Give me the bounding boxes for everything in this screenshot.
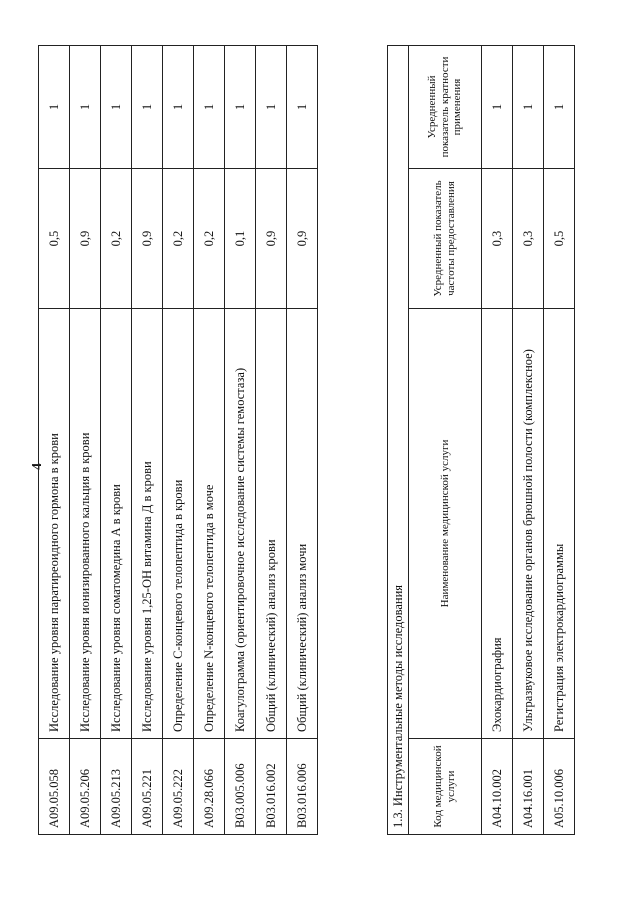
header-row	[409, 46, 482, 835]
service-code: A09.05.213	[101, 739, 132, 835]
service-code: A05.10.006	[544, 739, 575, 835]
table-row	[132, 46, 163, 835]
instrumental-methods-table	[387, 45, 575, 835]
multiplicity-value: 1	[256, 46, 287, 169]
service-code: B03.016.002	[256, 739, 287, 835]
section-title-row	[388, 46, 409, 835]
service-name: Исследование уровня соматомедина А в крови	[101, 309, 132, 739]
service-code: B03.005.006	[225, 739, 256, 835]
header-code: Код медицинской услуги	[409, 739, 482, 835]
table-row	[482, 46, 513, 835]
frequency-value: 0,2	[163, 169, 194, 309]
multiplicity-value: 1	[39, 46, 70, 169]
multiplicity-value: 1	[132, 46, 163, 169]
service-code: A09.05.206	[70, 739, 101, 835]
service-name: Коагулограмма (ориентировочное исследование системы гемостаза)	[225, 309, 256, 739]
table-row	[101, 46, 132, 835]
multiplicity-value: 1	[163, 46, 194, 169]
frequency-value: 0,1	[225, 169, 256, 309]
frequency-value: 0,9	[132, 169, 163, 309]
frequency-value: 0,3	[513, 169, 544, 309]
table-row	[225, 46, 256, 835]
multiplicity-value: 1	[544, 46, 575, 169]
table-row	[163, 46, 194, 835]
service-code: B03.016.006	[287, 739, 318, 835]
frequency-value: 0,2	[101, 169, 132, 309]
multiplicity-value: 1	[101, 46, 132, 169]
service-name: Определение N-концевого телопептида в моче	[194, 309, 225, 739]
table-row	[194, 46, 225, 835]
frequency-value: 0,5	[39, 169, 70, 309]
multiplicity-value: 1	[287, 46, 318, 169]
header-name: Наименование медицинской услуги	[409, 309, 482, 739]
service-code: A04.16.001	[513, 739, 544, 835]
header-multiplicity: Усредненный показатель кратности применения	[409, 46, 482, 169]
table-row	[513, 46, 544, 835]
table-row	[70, 46, 101, 835]
service-name: Общий (клинический) анализ крови	[256, 309, 287, 739]
service-name: Эхокардиография	[482, 309, 513, 739]
service-code: A09.05.058	[39, 739, 70, 835]
laboratory-services-table	[38, 45, 318, 835]
service-code: A09.28.066	[194, 739, 225, 835]
table-row	[287, 46, 318, 835]
table-row	[39, 46, 70, 835]
service-name: Исследование уровня 1,25-ОН витамина Д в крови	[132, 309, 163, 739]
table-row	[256, 46, 287, 835]
frequency-value: 0,3	[482, 169, 513, 309]
frequency-value: 0,9	[287, 169, 318, 309]
frequency-value: 0,9	[256, 169, 287, 309]
service-name: Общий (клинический) анализ мочи	[287, 309, 318, 739]
service-code: A09.05.221	[132, 739, 163, 835]
multiplicity-value: 1	[225, 46, 256, 169]
frequency-value: 0,9	[70, 169, 101, 309]
multiplicity-value: 1	[194, 46, 225, 169]
service-name: Регистрация электрокардиограммы	[544, 309, 575, 739]
service-code: A04.10.002	[482, 739, 513, 835]
service-name: Исследование уровня паратиреоидного гормона в крови	[39, 309, 70, 739]
page-number: 4	[30, 463, 45, 470]
service-name: Исследование уровня ионизированного кальция в крови	[70, 309, 101, 739]
service-name: Ультразвуковое исследование органов брюшной полости (комплексное)	[513, 309, 544, 739]
multiplicity-value: 1	[482, 46, 513, 169]
header-frequency: Усредненный показатель частоты предоставления	[409, 169, 482, 309]
frequency-value: 0,5	[544, 169, 575, 309]
section-title: 1.3. Инструментальные методы исследования	[388, 46, 409, 835]
frequency-value: 0,2	[194, 169, 225, 309]
multiplicity-value: 1	[513, 46, 544, 169]
service-name: Определение С-концевого телопептида в крови	[163, 309, 194, 739]
table-row	[544, 46, 575, 835]
service-code: A09.05.222	[163, 739, 194, 835]
multiplicity-value: 1	[70, 46, 101, 169]
